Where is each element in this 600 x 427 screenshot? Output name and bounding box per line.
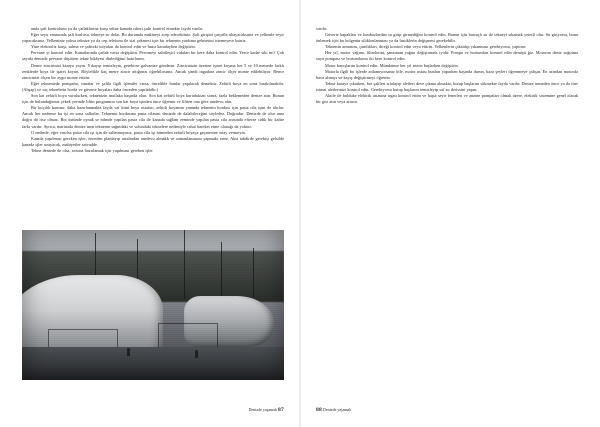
boatyard-photo	[22, 230, 284, 380]
running-title: Denizde yaşamak	[323, 408, 352, 412]
paragraph: Tekne karaya çıkarken, bot şaltleri sıfalayıp aletleri deve çıkma almakta, kutup başlarını sökmekte fayda vardır. Denize inmeden önce ya da tüer isimat aletlerinizi kontrol edin. Gerekiyorsa kutup başlarını temizleyip saf su ıkvissini yapın.	[316, 80, 578, 92]
paragraph: Eğer seyir esnasında şaft kırılırsa, tekneye su dolar. Bu durumda makineyi acep edecektiniz. Şaft girişini çatçafla tıkayacaksınız ve yelkenle seyir yapacaksınız. Yelkeniniz yoksa teknize ya da cep telefonu ile sizi çekmesi için bir teknenin yardıma gelmesini istemeyece ksiniz.	[22, 32, 284, 44]
paragraph: O nedenle, eğer vasıfsa pasta cila işi için de sallatmayınız, pasta cila işi bitmeden zehirli boyaya geçmesine onay vermeyin.	[31, 129, 246, 135]
running-title: Denizde yaşamak	[248, 408, 277, 412]
paragraph: Tekne denizde de olsa, sezona hazırlamak için yapılması gereken işler	[31, 147, 153, 153]
page-number: 87	[278, 407, 284, 413]
right-page-footer	[316, 407, 351, 413]
paragraph: Motor kayışlarını kontrol edin. Mümkünse her yıl sezon başlarken değiştirin.	[325, 62, 459, 68]
paragraph: Yine elektroliz karşı, salma ve şaftraki tutyaları da kontrol edin ve hazır karadayken değiştirin.	[31, 44, 196, 50]
photo-vignette	[22, 230, 284, 380]
paragraph: anda şaft kontrolunu ya da çatlaklarına karşı tekne kanada ıskeri şaftı kontrol etmekte fayda vardır.	[31, 26, 204, 31]
paragraph: Her yıl, motor yağına, filtrelerini, şanzıman yağını değiştirmek iyidir. Pompa ve hortumları kontrol edin demişti ğiz. Motorun deniz soğutma suyu pompası ve hortumlarını iki kere kontrol edin.	[316, 50, 578, 62]
page-number: 88	[316, 407, 322, 413]
paragraph: Güverte kapakları ve lumbozlardan su girip girmediğini kontrol edin. Bunun için basınçlı su ile tekneyi sıkamak yeterli olur. Su giriyorsa, bunu önlemek için bu bölgenin siliklonlanması ya da lastiklerin değişmesi gerekebilir.	[316, 32, 578, 44]
paragraph: Demir zincirinizi karaya yayın. Yıkayıp temizleyin, gerekirse galvanize gönderin. Zincirinizin üzerine işaret koyma her 5 ve 10 metrede farklı renklerde boya ile işaret koyun. Böylelikle kaç metre zincir attığınızı öğrebilirsiniz. Ancak şimdi ingadara zincir ölçer monte edilebiliyor. Bence zincirinizi ölçen bir aygıt monte ettirin.	[22, 62, 284, 80]
left-page-footer	[249, 407, 284, 413]
paragraph: vardır.	[316, 26, 328, 31]
paragraph: Son kat zehirli boya vurulurken, teknenizin mutlaka başında olun. Son kat zehirli boya kuruduktan sonra, fazla beklemeden denize atın. Bunun için de bulunduğunuz çekek yerinde liftin programını son kat boya işinden önce öğrenin ve liftten ona göre randevu alın.	[22, 93, 284, 105]
paragraph: Pervane yi kontrol edin. Kanatlarında çatlak varsa değiştirin. Pervaneyi sabitleşici vidaları bir kere daha kontrol edin. Yerce kadar sıkı mı? Çok sayıda denizde pervane düştüren tekne hikâyesi dinlediğimi hatırlarım.	[22, 50, 284, 62]
paragraph: Bir kıtçılık konusu: daha hazırlanmakta fayda var kimi boya ustaları, zehirli boyamın yanında teknenin bordası için pasta cila işini de alırlar. Ancak her nedense bu işi en sona sallarlar. Teknenin bordasına pasta cilasını denizde de dalabileceğini söyledez. Doğrudur. Denizde de olur ama doğru dü rtsz olmaz. Bot üstünde oynak se mîmde yapılan pasta cila ile kanada sağlam zeminde yapılan pasta cila arasında efterze cidik bir kalite farkı vardır. Ayrıca, marinada denize inen teknenin sağındaki ve solundaki teknelere nedeniyle rahat hareket etme olanağı da yoktur.	[22, 105, 284, 129]
right-page	[300, 0, 600, 427]
paragraph: Aktile ile bulduke elektrik ustasına ırgatı kontrol ettim ve başta seyir fenerleri ve anzine pompaları olmak üzere, elektrik sistemine genel olarak bir göz atın veya attırın.	[316, 93, 578, 105]
right-page-text	[316, 26, 578, 386]
paragraph: Eğer teknenizde pompalar, vanalar ve şaftla ilgili işlemler varsa, öncelikle bunlar yapılacak demektir. Zehirli boya en sona bırakılmalıdır. (Ahşap) ve saç teknelerin borda ve güverte boyaları daha önceden yapılabilir.)	[22, 80, 284, 92]
paragraph: Teknenin armasını, çamlıkları, direği kontrol edin veya ettirin. Yelkenlerin çikatılıp yıkanması gerekiyorsa, yaptırın.	[325, 44, 527, 50]
paragraph: Motorla ilgili bu işlerde anlamıyorsanız bile, motor ustası bunları yaparken başında durun, baza şeyleri öğrenmeye çalışın. En azından motorda hava almayı ve kayış değiştirmeyi öğrenin.	[316, 68, 578, 80]
paragraph: Kamda yapılması gereken işler, önceden planlayıp ustalardan randevu almakk ve zamanlamasını yapmakr zrmr. Aksi takdirde gerekişi gelsilde kanada işler uzayacak, mahiyetler satvadde.	[22, 135, 284, 147]
